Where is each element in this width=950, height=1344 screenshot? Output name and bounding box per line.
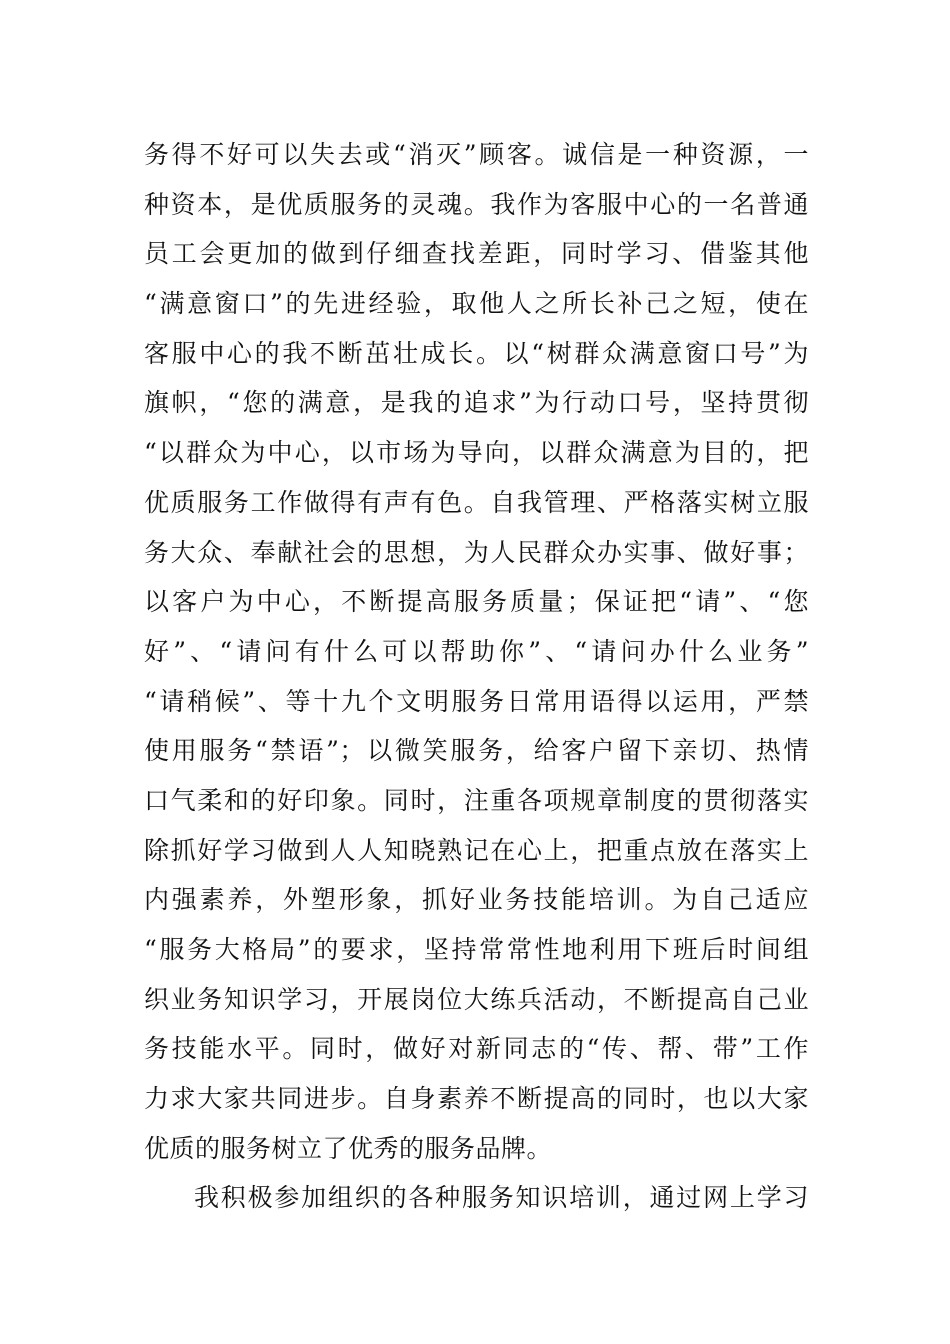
text-line: 内强素养，外塑形象，抓好业务技能培训。为自己适应 <box>144 885 809 915</box>
text-line: 客服中心的我不断茁壮成长。以“树群众满意窗口号”为 <box>144 338 809 368</box>
text-line: “服务大格局”的要求，坚持常常性地利用下班后时间组 <box>144 935 809 964</box>
text-line: 优质服务工作做得有声有色。自我管理、严格落实树立服 <box>144 487 809 517</box>
text-line: 务大众、奉献社会的思想，为人民群众办实事、做好事； <box>144 537 809 567</box>
text-line: 务得不好可以失去或“消灭”顾客。诚信是一种资源，一 <box>144 140 809 169</box>
text-line: 除抓好学习做到人人知晓熟记在心上，把重点放在落实上 <box>144 835 809 865</box>
text-line: 织业务知识学习，开展岗位大练兵活动，不断提高自己业 <box>144 984 809 1014</box>
body-text <box>144 130 809 1223</box>
text-line: “请稍候”、等十九个文明服务日常用语得以运用，严禁 <box>144 686 809 716</box>
text-line: 好”、“请问有什么可以帮助你”、“请问办什么业务” <box>144 636 809 666</box>
text-line: 使用服务“禁语”；以微笑服务，给客户留下亲切、热情 <box>144 736 809 766</box>
paragraph-start-line: 我积极参加组织的各种服务知识培训，通过网上学习 <box>194 1183 809 1213</box>
paragraph-end-line: 优质的服务树立了优秀的服务品牌。 <box>144 1133 553 1163</box>
text-line: 员工会更加的做到仔细查找差距，同时学习、借鉴其他 <box>144 239 809 269</box>
text-line: 力求大家共同进步。自身素养不断提高的同时，也以大家 <box>144 1084 809 1114</box>
text-line: 以客户为中心，不断提高服务质量；保证把“请”、“您 <box>144 587 809 617</box>
text-line: 口气柔和的好印象。同时，注重各项规章制度的贯彻落实 <box>144 785 809 815</box>
text-line: 种资本，是优质服务的灵魂。我作为客服中心的一名普通 <box>144 189 809 219</box>
text-line: 务技能水平。同时，做好对新同志的“传、帮、带”工作 <box>144 1034 809 1064</box>
text-line: “满意窗口”的先进经验，取他人之所长补己之短，使在 <box>144 289 809 319</box>
text-line: “以群众为中心，以市场为导向，以群众满意为目的，把 <box>144 438 809 468</box>
text-line: 旗帜，“您的满意，是我的追求”为行动口号，坚持贯彻 <box>144 388 809 418</box>
